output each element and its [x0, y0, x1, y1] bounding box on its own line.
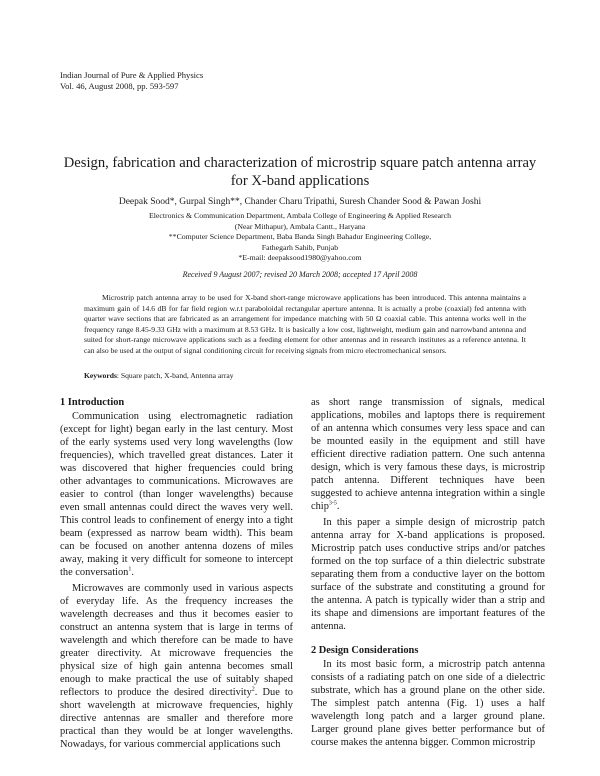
affiliation-line: **Computer Science Department, Baba Banda Singh Bahadur Engineering College, [168, 232, 432, 241]
paragraph-text: Communication using electromagnetic radiation (except for light) began early in the last century. Most of the early systems used very long wavelengths (low frequencies), which travelled great distances. Later it was discovered that higher frequencies could bring other advantages to communications. Microwaves are easier to control (than longer wavelengths) because even small antennas could direct the waves very well. This control leads to confinement of energy into a tight beam (expressed as narrow beam width). This beam can be focused on another antenna dozens of miles away, making it very difficult for someone to intercept the conversation [60, 411, 293, 578]
column-left [60, 396, 293, 751]
citation-ref: 3-5 [328, 500, 337, 507]
paragraph-text: . [336, 501, 340, 512]
paragraph-text: . Due to short wavelength at microwave frequencies, highly directive antennas are smaller and therefore more practical than they would be at longer wavelengths. Nowadays, for various commercial applications such [60, 687, 294, 750]
journal-volume: Vol. 46, August 2008, pp. 593-597 [60, 81, 179, 91]
body-paragraph [60, 582, 293, 751]
section-heading-introduction: 1 Introduction [60, 397, 125, 408]
citation-ref: 2 [251, 686, 255, 693]
affiliation-line: Fathegarh Sahib, Punjab [261, 242, 339, 252]
affiliation-line: Electronics & Communication Department, Ambala College of Engineering & Applied Research [148, 211, 452, 220]
keywords-label: Keywords [84, 371, 117, 380]
citation-ref: 1 [128, 566, 132, 573]
body-paragraph: In its most basic form, a microstrip patch antenna consists of a radiating patch on one side of a dielectric substrate, which has a ground plane on the other side. The simplest patch antenna (Fig. 1) uses a half wavelength long patch and a larger ground plane. Larger ground plane gives better performance but of course makes the antenna bigger. Common microstrip [311, 659, 545, 748]
abstract: Microstrip patch antenna array to be used for X-band short-range microwave applications has been introduced. This antenna maintains a maximum gain of 14.6 dB for far field region w.r.t paraboloidal rectangular aperture antenna. It is actually a probe (coaxial) fed antenna with quarter wave sections that are fabricated as an arrangement for impedance matching with 50 Ω coaxial cable. This antenna works well in the frequency range 8.45-9.33 GHz with a maximum at 8.53 GHz. It is basically a low cost, lightweight, medium gain and narrowband antenna and suited for short-range microwave applications such as a feeding element for other antennas and in research institutes as a reference antenna. It can also be used at the output of signal conditioning circuit for receiving signals from micro electromechanical sensors. [84, 293, 526, 355]
keywords [84, 371, 234, 380]
keywords-text: : Square patch, X-band, Antenna array [116, 371, 234, 380]
paragraph-text: as short range transmission of signals, medical applications, mobiles and laptops there is requirement of an antenna which consumes very less space and can be mounted easily in the equipment and still have efficient directive radiation pattern. One such antenna design, which is very famous these days, is microstrip patch antenna. Different techniques have been suggested to achieve antenna integration within a single chip [311, 397, 545, 512]
body-paragraph: In this paper a simple design of microstrip patch antenna array for X-band applications is proposed. Microstrip patch uses conductive strips and/or patches formed on the top surface of a thin dielectric substrate separating them from a conductive layer on the bottom surface of the substrate and constituting a ground for the antenna. A patch is typically wider than a strip and its shape and dimensions are important features of the antenna. [311, 517, 545, 632]
column-right [311, 396, 545, 749]
journal-header [60, 70, 203, 92]
journal-name: Indian Journal of Pure & Applied Physics [60, 70, 204, 80]
body-paragraph [311, 396, 545, 513]
author-email: *E-mail: deepaksood1980@yahoo.com [238, 253, 362, 262]
paragraph-text: . [131, 567, 134, 578]
received-dates: Received 9 August 2007; revised 20 March 2008; accepted 17 April 2008 [182, 270, 418, 279]
body-paragraph [60, 410, 293, 579]
section-heading-design: 2 Design Considerations [311, 645, 419, 656]
title-line-1: Design, fabrication and characterization of microstrip square patch antenna array [63, 155, 537, 171]
paper-title [40, 154, 560, 190]
title-line-2: for X-band applications [230, 173, 370, 189]
affiliation-line: (Near Mithapur), Ambala Cantt., Haryana [234, 221, 366, 231]
affiliations [40, 211, 560, 264]
author-list: Deepak Sood*, Gurpal Singh**, Chander Charu Tripathi, Suresh Chander Sood & Pawan Joshi [118, 197, 482, 207]
paragraph-text: Microwaves are commonly used in various aspects of everyday life. As the frequency increases the wavelength decreases and thus it becomes easier to construct an antenna system that is large in terms of wavelength and which therefore can be made to have greater directivity. At microwave frequencies the physical size of high gain antenna becomes small enough to make practical the use of suitably shaped reflectors to produce the desired directivity [60, 583, 293, 698]
